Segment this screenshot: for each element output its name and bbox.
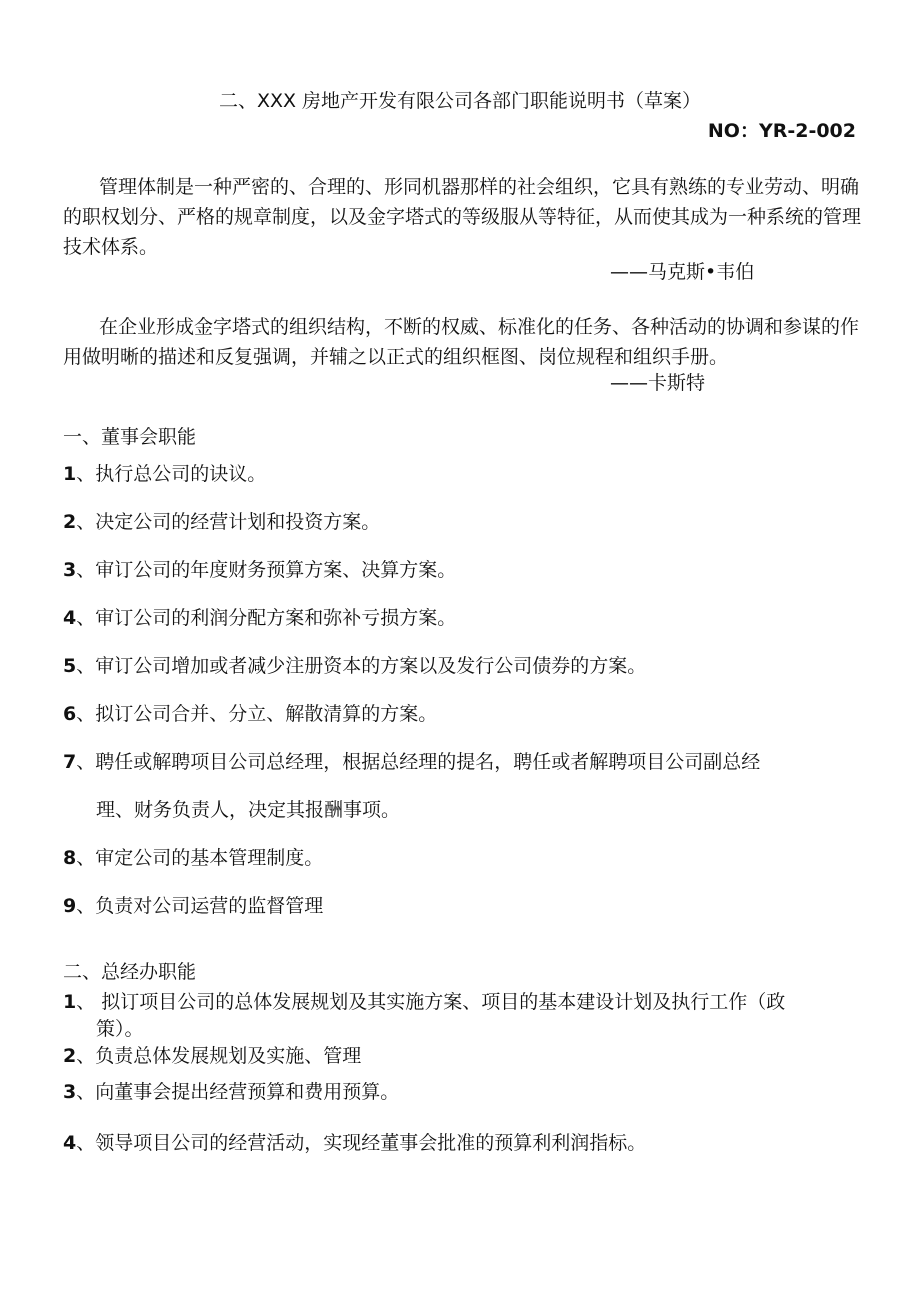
item-number: 1	[63, 991, 77, 1013]
quote-weber-author: ——马克斯•韦伯	[610, 261, 755, 283]
list-item	[63, 557, 456, 583]
item-text: 、审订公司增加或者减少注册资本的方案以及发行公司债券的方案。	[76, 655, 647, 677]
item-number: 4	[63, 607, 77, 629]
quote-kast: 在企业形成金字塔式的组织结构，不断的权威、标准化的任务、各种活动的协调和参谋的作用做明晰的描述和反复强调，并辅之以正式的组织框图、岗位规程和组织手册。	[63, 316, 860, 368]
list-item	[63, 893, 323, 919]
section-heading-general-office: 二、总经办职能	[63, 961, 197, 983]
list-item	[63, 653, 646, 679]
item-text: 、向董事会提出经营预算和费用预算。	[76, 1081, 400, 1103]
item-text: 、审订公司的利润分配方案和弥补亏损方案。	[76, 607, 457, 629]
list-item	[63, 605, 456, 631]
list-item-continuation: 理、财务负责人，决定其报酬事项。	[96, 799, 401, 821]
item-number: 5	[63, 655, 77, 677]
item-text: 、审订公司的年度财务预算方案、决算方案。	[76, 559, 457, 581]
list-item	[63, 845, 323, 871]
item-number: 4	[63, 1132, 77, 1154]
list-item	[63, 461, 266, 487]
list-item	[63, 1079, 399, 1105]
item-number: 2	[63, 511, 77, 533]
item-number: 3	[63, 559, 77, 581]
item-number: 8	[63, 847, 77, 869]
list-item	[63, 1043, 361, 1069]
item-text: 、决定公司的经营计划和投资方案。	[76, 511, 381, 533]
item-number: 6	[63, 703, 77, 725]
document-number: NO：YR-2-002	[707, 120, 856, 142]
item-text: 、 拟订项目公司的总体发展规划及其实施方案、项目的基本建设计划及执行工作（政	[76, 991, 786, 1013]
list-item-continuation: 策）。	[96, 1018, 144, 1040]
item-number: 1	[63, 463, 77, 485]
item-text: 、聘任或解聘项目公司总经理，根据总经理的提名，聘任或者解聘项目公司副总经	[76, 751, 761, 773]
list-item	[63, 701, 437, 727]
item-number: 7	[63, 751, 77, 773]
section-heading-board: 一、董事会职能	[63, 426, 197, 448]
item-number: 3	[63, 1081, 77, 1103]
item-text: 、负责对公司运营的监督管理	[76, 895, 324, 917]
item-text: 、执行总公司的诀议。	[76, 463, 267, 485]
list-item	[63, 989, 785, 1015]
item-text: 、负责总体发展规划及实施、管理	[76, 1045, 362, 1067]
item-text: 、领导项目公司的经营活动，实现经董事会批准的预算利利润指标。	[76, 1132, 647, 1154]
item-number: 2	[63, 1045, 77, 1067]
list-item	[63, 1130, 646, 1156]
list-item	[63, 509, 380, 535]
item-number: 9	[63, 895, 77, 917]
quote-weber: 管理体制是一种严密的、合理的、形同机器那样的社会组织，它具有熟练的专业劳动、明确的职权划分、严格的规章制度，以及金字塔式的等级服从等特征，从而使其成为一种系统的管理技术体系。	[63, 176, 862, 258]
item-text: 、拟订公司合并、分立、解散清算的方案。	[76, 703, 438, 725]
list-item	[63, 749, 760, 775]
item-text: 、审定公司的基本管理制度。	[76, 847, 324, 869]
quote-kast-author: ——卡斯特	[610, 372, 706, 394]
document-title: 二、XXX 房地产开发有限公司各部门职能说明书（草案）	[218, 90, 702, 112]
